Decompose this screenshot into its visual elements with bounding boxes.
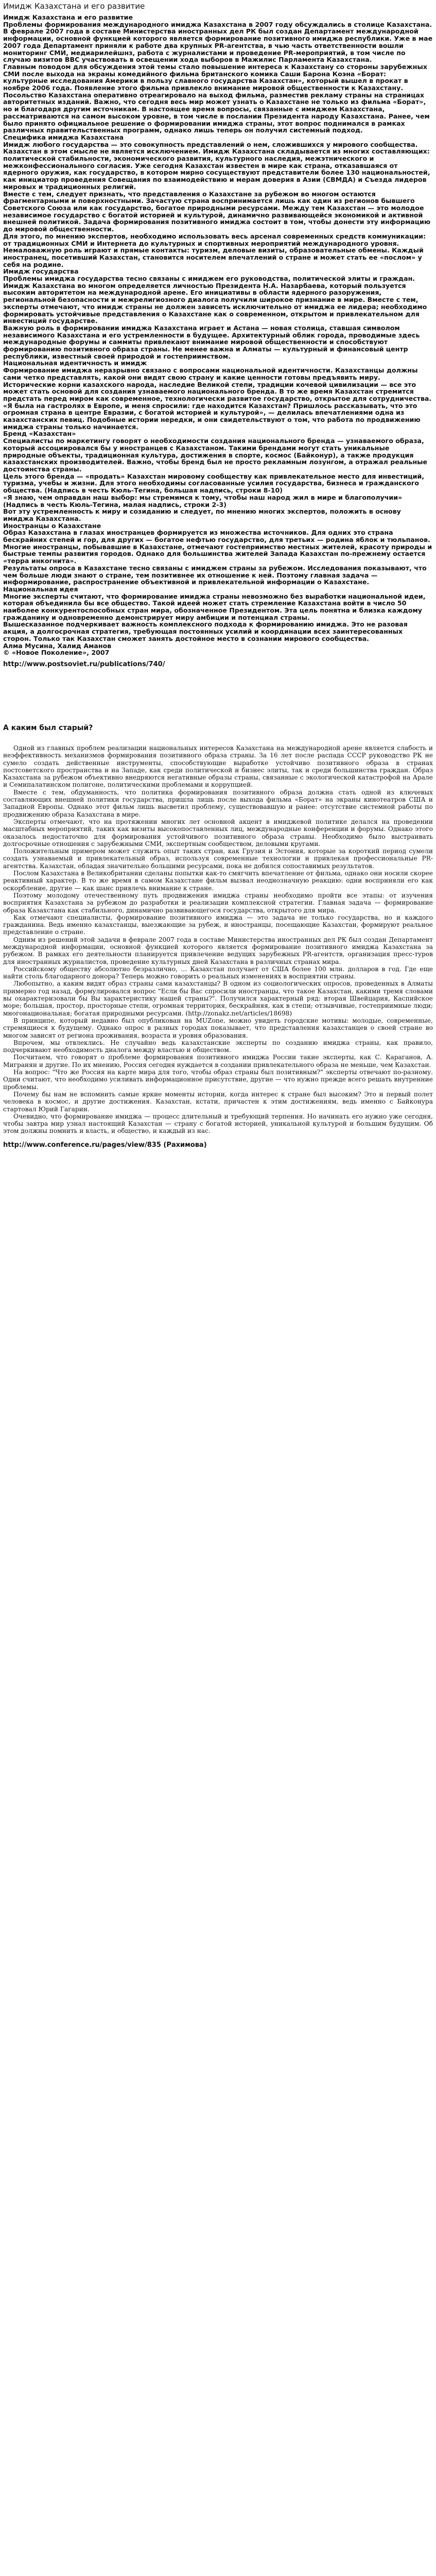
paragraph: Вот эту устремленность к миру и созиданию и следует, по мнению многих экспертов, положить в основу имиджа Казахстана. bbox=[3, 507, 401, 522]
article-2 bbox=[3, 744, 433, 1135]
paragraph: Почему бы нам не вспомнить самые яркие моменты истории, когда интерес к стране был высоким? Это и первый полет человека в космос, и другие достижения. Казахстан, кстати, причастен к этим достижениям, ведь именно с Байконура стартовал Юрий Гагарин. bbox=[3, 1090, 433, 1113]
paragraph: Образ Казахстана в глазах иностранцев формируется из множества источников. Для одних это страна бескрайних степей и гор, для других — богатое нефтью государство, для третьих — родина яблок и тюльпанов. Многие иностранцы, побывавшие в Казахстане, отмечают гостеприимство местных жителей, красоту природы и быстрые темпы развития городов. Однако для большинства жителей Запада Казахстан по-прежнему остается «терра инкогнита». bbox=[3, 529, 432, 565]
paragraph: Как отмечают специалисты, формирование позитивного имиджа — это задача не только государства, но и каждого гражданина. Ведь именно казахстанцы, выезжающие за рубеж, и иностранцы, посещающие Казахстан, формируют реальное представление о стране. bbox=[3, 913, 433, 936]
paragraph: В принципе, который недавно был опубликован на MUZone, можно увидеть городские мотивы: молодые, современные, стремящиеся к будущему. Однако опрос в разных городах показывает, что представления казахстанцев о своей стране во многом зависят от региона проживания, возраста и уровня образования. bbox=[3, 1016, 433, 1039]
page-title: Имидж Казахстана и его развитие bbox=[3, 2, 145, 11]
article-author: Алма Мусина, Халид Аманов bbox=[3, 641, 112, 650]
section-heading: Специфика имиджа Казахстана bbox=[3, 133, 124, 141]
article-copyright: © «Новое Поколение», 2007 bbox=[3, 649, 110, 657]
paragraph: Впрочем, мы отвлеклись. Не случайно ведь казахстанские эксперты по созданию имиджа страны, как правило, подчеркивают необходимость диалога между властью и обществом. bbox=[3, 1039, 433, 1054]
spacer bbox=[3, 668, 433, 724]
paragraph: Формирование имиджа неразрывно связано с вопросами национальной идентичности. Казахстанцы должны сами четко представлять, какой они видят свою страну и какие ценности готовы предъявить миру. Исторические корни казахского народа, наследие Великой степи, традиции кочевой цивилизации — все это может стать основой для создания узнаваемого национального бренда. В то же время Казахстан стремится предстать перед миром как современное, технологически развитое государство, открытое для сотрудничества. bbox=[3, 366, 432, 402]
section-heading: Иностранцы о Казахстане bbox=[3, 521, 101, 530]
section-heading: Имидж государства bbox=[3, 267, 79, 276]
section-heading: Бренд «Казахстан» bbox=[3, 430, 76, 438]
paragraph: Одним из решений этой задачи в феврале 2007 года в составе Министерства иностранных дел РК был создан Департамент международной информации, основной функцией которого является формирование позитивного имиджа Казахстана за рубежом. В рамках его деятельности планируется привлечение ведущих зарубежных PR-агентств, организация пресс-туров для иностранных журналистов, проведение культурных дней Казахстана в различных странах мира. bbox=[3, 936, 433, 965]
paragraph: Важную роль в формировании имиджа Казахстана играет и Астана — новая столица, ставшая символом независимого Казахстана и его устремленности в будущее. Архитектурный облик города, проводимые здесь международные форумы и саммиты привлекают внимание мировой общественности и способствуют формированию позитивного образа страны. Не менее важна и Алматы — культурный и финансовый центр республики, известный своей природой и гостеприимством. bbox=[3, 324, 420, 360]
paragraph: Для этого, по мнению экспертов, необходимо использовать весь арсенал современных средств коммуникации: от традиционных СМИ и Интернета до культурных и спортивных мероприятий международного уровня. Немаловажную роль играют и прямые контакты: туризм, деловые визиты, образовательные обмены. Каждый иностранец, посетивший Казахстан, становится носителем впечатлений о стране и может стать ее «послом» у себя на родине. bbox=[3, 232, 426, 268]
paragraph: Специалисты по маркетингу говорят о необходимости создания национального бренда — узнаваемого образа, который ассоциировался бы у иностранцев с Казахстаном. Такими брендами могут стать уникальные природные объекты, традиционная культура, достижения в спорте, космос (Байконур), а также продукция казахстанских производителей. Важно, чтобы бренд был не просто рекламным лозунгом, а отражал реальные достоинства страны. bbox=[3, 437, 428, 473]
paragraph: Имидж любого государства — это совокупность представлений о нем, сложившихся у мирового сообщества. Казахстан в этом смысле не является исключением. Имидж Казахстана складывается из многих составляющих: политической стабильности, экономического развития, культурного наследия, межэтнического и межконфессионального согласия. Уже сегодня Казахстан известен в мире как страна, отказавшаяся от ядерного оружия, как государство, в котором мирно сосуществуют представители более 130 национальностей, как инициатор проведения Совещания по взаимодействию и мерам доверия в Азии (СВМДА) и Съезда лидеров мировых и традиционных религий. bbox=[3, 140, 430, 191]
source-link-1[interactable]: http://www.postsoviet.ru/publications/740/ bbox=[3, 660, 165, 668]
paragraph: Вместе с тем, обдуманность, что политика формирования позитивного образа должна стать одной из ключевых составляющих внешней политики государства, пришла лишь после выхода фильма «Борат» на экраны кинотеатров США и Западной Европы. Однако этот фильм лишь высветил проблему, существовавшую и ранее: отсутствие системной работы по продвижению образа Казахстана в мире. bbox=[3, 788, 433, 818]
source-link-2[interactable]: http://www.conference.ru/pages/view/835 (Рахимова) bbox=[3, 1141, 207, 1149]
paragraph: «Я была на гастролях в Европе, и меня спросили: где находится Казахстан? Пришлось рассказывать, что это огромная страна в центре Евразии, с богатой историей и культурой», — делилась впечатлениями одна из казахстанских певиц. Подобные истории нередки, и они свидетельствуют о том, что работа по продвижению имиджа страны только начинается. bbox=[3, 401, 421, 431]
paragraph: Очевидно, что формирование имиджа — процесс длительный и требующий терпения. Но начинать его нужно уже сегодня, чтобы завтра мир узнал настоящий Казахстан — страну с богатой историей, уникальной культурой и большим будущим. Об этом должны помнить и власть, и общество, и каждый из нас. bbox=[3, 1112, 433, 1135]
article-2-heading: А каким был старый? bbox=[3, 723, 93, 732]
paragraph: Положительным примером может служить опыт таких стран, как Грузия и Эстония, которые за короткий период сумели создать узнаваемый и привлекательный образ, используя современные технологии и привлекая профессиональные PR-агентства. Казахстан, обладая значительно большими ресурсами, пока не добился сопоставимых результатов. bbox=[3, 848, 433, 870]
paragraph: Главным поводом для обсуждения этой темы стало повышение интереса к Казахстану со стороны зарубежных СМИ после выхода на экраны комедийного фильма британского комика Саши Барона Коэна «Борат: культурные исследования Америки в пользу славного государства Казахстан», который вышел в прокат в ноябре 2006 года. Появление этого фильма привлекло внимание мировой общественности к Казахстану. Посольство Казахстана оперативно отреагировало на выход фильма, разместив рекламу страны на страницах авторитетных изданий. Важно, что сегодня весь мир может узнать о Казахстане не только из фильма «Борат», но и благодаря другим источникам. В настоящее время вопросы, связанные с имиджем Казахстана, рассматриваются на самом высоком уровне, в том числе в послании Президента народу Казахстана. Ранее, чем было принято официальное решение о формировании имиджа страны, этот вопрос поднимался в рамках различных правительственных программ, однако лишь теперь он получил системный подход. bbox=[3, 62, 430, 134]
paragraph: На вопрос: "Что же Россия на карте мира для того, чтобы образ страны был позитивным?" эксперты отвечают по-разному. Одни считают, что необходимо усиливать информационное присутствие, другие — что нужно прежде всего решать внутренние проблемы. bbox=[3, 1069, 433, 1091]
section-heading: Национальная идентичность и имидж bbox=[3, 359, 147, 367]
paragraph: Любопытно, а каким видят образ страны сами казахстанцы? В одном из социологических опросов, проведенных в Алматы примерно год назад, формулировался вопрос "Если бы Вас спросили иностранцы, что такое Казахстан, какими тремя словами вы охарактеризовали бы Вы характеристику нашей страны?". Получился характерный ряд: вторая Швейцария, Каспийское море; большая, простор, просторные степи, огромная территория, бескрайняя, как в степи; отзывчивые, гостеприимные люди; многонациональная; богатая природными ресурсами. (http://zonakz.net/articles/18698) bbox=[3, 980, 433, 1017]
paragraph: Вместе с тем, следует признать, что представления о Казахстане за рубежом во многом остаются фрагментарными и поверхностными. Зачастую страна воспринимается лишь как один из регионов бывшего Советского Союза или как государство, богатое природными ресурсами. Между тем Казахстан — это молодое независимое государство с богатой историей и культурой, динамично развивающейся экономикой и активной внешней политикой. Задача формирования позитивного имиджа состоит в том, чтобы донести эту информацию до мировой общественности. bbox=[3, 190, 431, 233]
paragraph: Многие эксперты считают, что формирование имиджа страны невозможно без выработки национальной идеи, которая объединила бы все общество. Такой идеей может стать стремление Казахстана войти в число 50 наиболее конкурентоспособных стран мира, обозначенное Президентом. Эта цель понятна и близка каждому гражданину и одновременно демонстрирует миру амбиции и потенциал страны. bbox=[3, 592, 426, 621]
paragraph: Послом Казахстана в Великобритании сделаны попытки как-то смягчить впечатление от фильма, однако они носили скорее реактивный характер. В то же время в самом Казахстане фильм вызвал неоднозначную реакцию: одни восприняли его как оскорбление, другие — как шанс привлечь внимание к стране. bbox=[3, 870, 433, 892]
paragraph: Российскому обществу абсолютно безразлично, ... Казахстан получает от США более 100 млн. долларов в год. Где еще найти столь благодарного донора? Теперь можно говорить о реальных изменениях в восприятии страны. bbox=[3, 965, 433, 980]
article-1 bbox=[3, 14, 433, 656]
paragraph: Цель этого бренда — «продать» Казахстан мировому сообществу как привлекательное место для инвестиций, туризма, учебы и жизни. Для этого необходимы согласованные усилия государства, бизнеса и гражданского общества. (Надпись в честь Кюль-Тегина, большая надпись, строки 8-10) bbox=[3, 472, 425, 495]
paragraph: Эксперты отмечают, что на протяжении многих лет основной акцент в имиджевой политике делался на проведении масштабных мероприятий, таких как визиты высокопоставленных лиц, международные конференции и форумы. Однако этого оказалось недостаточно для формирования устойчивого позитивного образа страны. Необходимо было выстраивать долгосрочные отношения с зарубежными СМИ, экспертным сообществом, деловыми кругами. bbox=[3, 818, 433, 848]
paragraph: «Я знаю, чем оправдан наш выбор: мы стремимся к тому, чтобы наш народ жил в мире и благополучии» (Надпись в честь Кюль-Тегина, малая надпись, строки 2-3) bbox=[3, 493, 403, 509]
paragraph: Проблемы формирования международного имиджа Казахстана в 2007 году обсуждались в столице Казахстана. В феврале 2007 года в составе Министерства иностранных дел РК был создан Департамент международной информации, основной функцией которого является формирование позитивного имиджа республики. Уже в мае 2007 года Департамент приняли к работе два крупных PR-агентства, в чью часть ответственности вошли мониторинг СМИ, медиарилейшнз, работа с журналистами и проведение PR-мероприятий, в том числе по случаю визитов ВВС участвовать в освещении хода выборов в Мажилис Парламента Казахстана. bbox=[3, 20, 433, 64]
paragraph: Вышесказанное подчеркивает важность комплексного подхода к формированию имиджа. Это не разовая акция, а долгосрочная стратегия, требующая постоянных усилий и координации всех заинтересованных сторон. Только так Казахстан сможет занять достойное место в сознании мирового сообщества. bbox=[3, 620, 408, 642]
paragraph: Результаты опроса в Казахстане тесно связаны с имиджем страны за рубежом. Исследования показывают, что чем больше люди знают о стране, тем позитивнее их отношение к ней. Поэтому главная задача — информирование, распространение объективной и привлекательной информации о Казахстане. bbox=[3, 564, 427, 586]
paragraph: Посчитаем, что говорят о проблеме формирования позитивного имиджа России такие эксперты, как С. Караганов, А. Мигранян и другие. По их мнению, Россия сегодня нуждается в создании привлекательного образа не меньше, чем Казахстан. bbox=[3, 1054, 433, 1069]
paragraph: Поэтому молодому отечественному путь продвижения имиджа страны необходимо пройти все этапы: от изучения восприятия Казахстана за рубежом до разработки и реализации комплексной стратегии. Главная задача — формирование образа Казахстана как стабильного, динамично развивающегося государства, открытого для мира. bbox=[3, 891, 433, 914]
article-1-heading: Имидж Казахстана и его развитие bbox=[3, 13, 133, 21]
paragraph: Проблемы имиджа государства тесно связаны с имиджем его руководства, политической элиты и граждан. Имидж Казахстана во многом определяется личностью Президента Н.А. Назарбаева, который пользуется высоким авторитетом на международной арене. Его инициативы в области ядерного разоружения, региональной безопасности и межрелигиозного диалога получили широкое признание в мире. Вместе с тем, эксперты отмечают, что имидж страны не должен зависеть исключительно от имиджа ее лидера; необходимо формировать устойчивые представления о Казахстане как о современном, открытом и привлекательном для инвестиций государстве. bbox=[3, 275, 427, 325]
paragraph: Одной из главных проблем реализации национальных интересов Казахстана на международной арене является слабость и неэффективность механизмов формирования позитивного образа страны. За 16 лет после распада СССР руководство РК не сумело создать действенные инструменты, способствующие выработке устойчиво позитивного образа в странах постсоветского пространства и на Западе, как среди политической и бизнес элиты, так и среди большинства граждан. Образ Казахстана за рубежом объективно внедряются негативные образы страны, связанные с экологической катастрофой на Арале и Семипалатинском полигоне, политическими проблемами и коррупцией. bbox=[3, 744, 433, 789]
section-heading: Национальная идея bbox=[3, 585, 78, 593]
